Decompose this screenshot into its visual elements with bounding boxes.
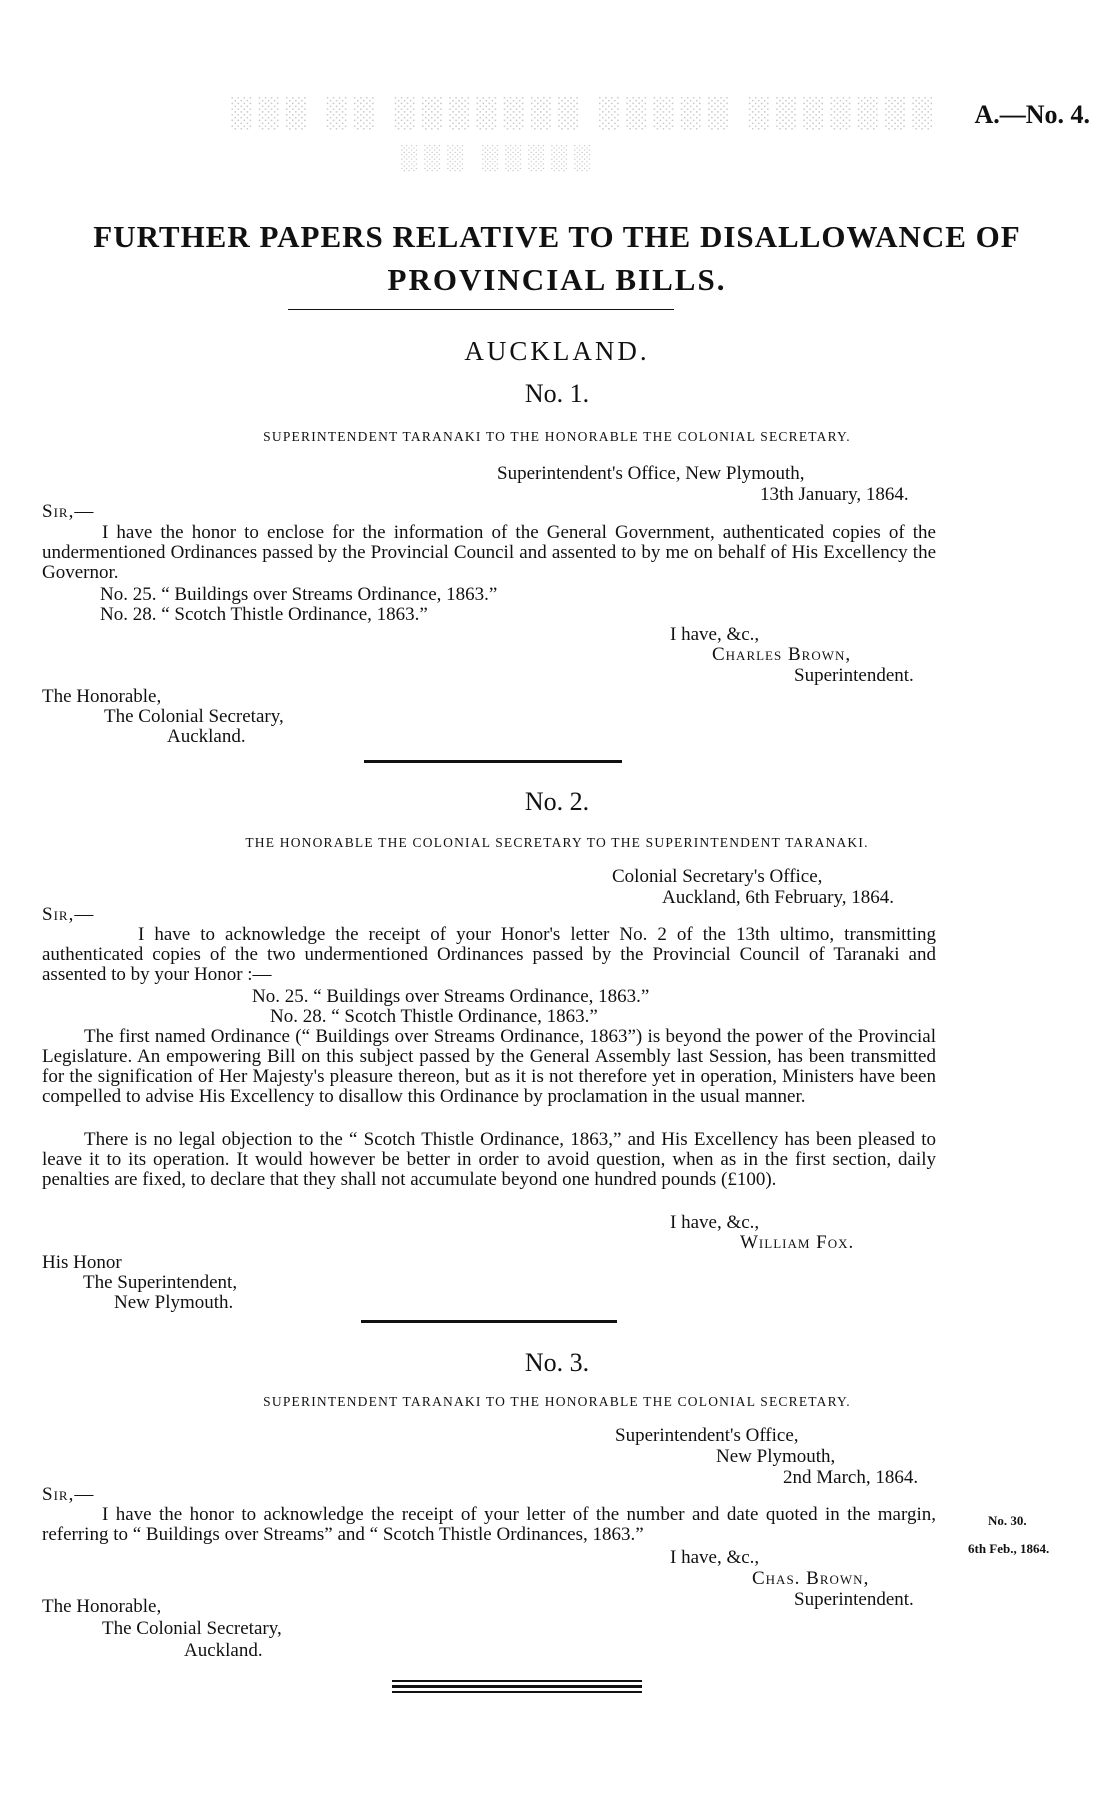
letter-body-text: The first named Ordinance (“ Buildings over Streams Ordinance, 1863”) is beyond the power of the Provincial Legislature. An empowering Bill on this subject passed by the General Assembly last Session, has been transmitted for the signification of Her Majesty's pleasure thereon, but as it is not therefore yet in operation, Ministers have been compelled to advise His Excellency to disallow this Ordinance by proclamation in the usual manner. xyxy=(42,1026,936,1107)
margin-note: No. 30. xyxy=(988,1513,1027,1528)
letter-date: 2nd March, 1864. xyxy=(783,1467,919,1488)
end-rule xyxy=(392,1691,642,1693)
ordinance-item: No. 25. “ Buildings over Streams Ordinance, 1863.” xyxy=(100,584,498,605)
letter-body xyxy=(42,925,936,985)
document-title-line-2: PROVINCIAL BILLS. xyxy=(387,262,727,297)
signer-title: Superintendent. xyxy=(794,665,914,686)
closing: I have, &c., xyxy=(670,1547,760,1568)
closing: I have, &c., xyxy=(670,1212,760,1233)
letter-body xyxy=(42,1130,936,1190)
ordinance-item: No. 28. “ Scotch Thistle Ordinance, 1863.” xyxy=(270,1006,598,1027)
letter-date: 13th January, 1864. xyxy=(760,484,909,505)
signature: Charles Brown, xyxy=(712,644,852,665)
letter-body-text: I have the honor to enclose for the information of the General Government, authenticated copies of the undermentioned Ordinances passed by the Provincial Council and assented to by me on behalf of His Excellency the Governor. xyxy=(42,522,936,583)
addressee-line: New Plymouth. xyxy=(114,1292,234,1313)
addressee-line: The Superintendent, xyxy=(83,1272,238,1293)
letter-body xyxy=(42,1505,936,1545)
addressee-line: His Honor xyxy=(42,1252,122,1273)
letter-body-text: I have the honor to acknowledge the receipt of your letter of the number and date quoted in the margin, referring to “ Buildings over Streams” and “ Scotch Thistle Ordinances, 1863.” xyxy=(42,1504,936,1545)
signature: William Fox. xyxy=(740,1232,855,1253)
ordinance-item: No. 25. “ Buildings over Streams Ordinance, 1863.” xyxy=(252,986,650,1007)
letter-caption: SUPERINTENDENT TARANAKI TO THE HONORABLE THE COLONIAL SECRETARY. xyxy=(263,429,851,444)
sender-address: Superintendent's Office, New Plymouth, xyxy=(497,463,805,484)
province-heading: AUCKLAND. xyxy=(464,336,650,366)
letter-date: Auckland, 6th February, 1864. xyxy=(662,887,894,908)
salutation: Sir,— xyxy=(42,501,95,522)
letter-number: No. 3. xyxy=(524,1348,590,1377)
salutation: Sir,— xyxy=(42,904,95,925)
addressee-line: The Colonial Secretary, xyxy=(102,1618,282,1639)
ordinance-item: No. 28. “ Scotch Thistle Ordinance, 1863.” xyxy=(100,604,428,625)
section-divider xyxy=(364,760,622,763)
addressee-line: The Honorable, xyxy=(42,686,162,707)
addressee-line: The Colonial Secretary, xyxy=(104,706,284,727)
document-reference-mark: A.—No. 4. xyxy=(974,100,1090,129)
document-title-line-1: FURTHER PAPERS RELATIVE TO THE DISALLOWANCE OF xyxy=(93,219,1021,254)
closing: I have, &c., xyxy=(670,624,760,645)
letter-body xyxy=(42,523,936,583)
section-divider xyxy=(361,1320,617,1323)
margin-note: 6th Feb., 1864. xyxy=(968,1541,1050,1556)
addressee-line: The Honorable, xyxy=(42,1596,162,1617)
sender-address: New Plymouth, xyxy=(716,1446,836,1467)
signature: Chas. Brown, xyxy=(752,1568,870,1589)
signer-title: Superintendent. xyxy=(794,1589,914,1610)
sender-address: Superintendent's Office, xyxy=(615,1425,799,1446)
letter-body-text: There is no legal objection to the “ Scotch Thistle Ordinance, 1863,” and His Excellency has been pleased to leave it to its operation. It would however be better in order to avoid question, when as in the first section, daily penalties are fixed, to declare that they shall not accumulate beyond one hundred pounds (£100). xyxy=(42,1129,936,1190)
letter-number: No. 2. xyxy=(524,787,590,816)
bleed-through-text: ░░░ ░░ ░░░░░░░ ░░░░░ ░░░░░░░ xyxy=(230,96,939,129)
letter-caption: SUPERINTENDENT TARANAKI TO THE HONORABLE THE COLONIAL SECRETARY. xyxy=(263,1394,851,1409)
letter-body xyxy=(42,1027,936,1107)
letter-caption: THE HONORABLE THE COLONIAL SECRETARY TO THE SUPERINTENDENT TARANAKI. xyxy=(245,835,869,850)
end-rule xyxy=(392,1680,642,1682)
end-rule xyxy=(392,1685,642,1688)
addressee-line: Auckland. xyxy=(167,726,246,747)
letter-number: No. 1. xyxy=(524,379,590,408)
addressee-line: Auckland. xyxy=(184,1640,263,1661)
bleed-through-text: ░░░ ░░░░░ xyxy=(400,145,597,171)
letter-body-text: I have to acknowledge the receipt of your Honor's letter No. 2 of the 13th ultimo, transmitting authenticated copies of the two undermentioned Ordinances passed by the Provincial Council of Taranaki and assented to by your Honor :— xyxy=(42,924,936,985)
title-divider xyxy=(288,309,674,310)
sender-address: Colonial Secretary's Office, xyxy=(612,866,823,887)
salutation: Sir,— xyxy=(42,1484,95,1505)
